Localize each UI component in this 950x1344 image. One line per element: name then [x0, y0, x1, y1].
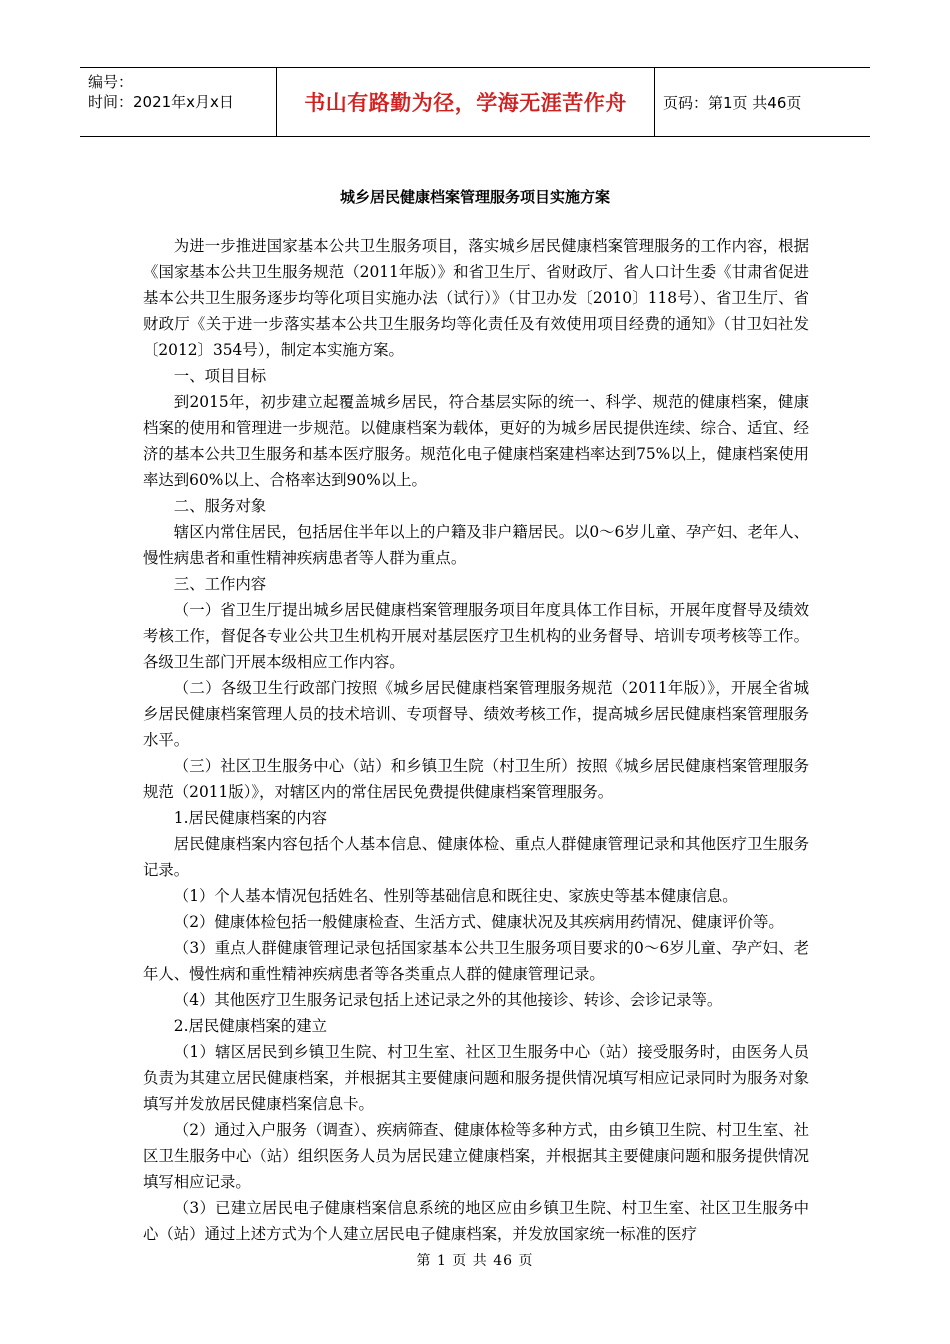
- header-page-info: 页码：第1页 共46页: [663, 93, 802, 112]
- document-title: 城乡居民健康档案管理服务项目实施方案: [339, 188, 610, 206]
- paragraph: 到2015年，初步建立起覆盖城乡居民，符合基层实际的统一、科学、规范的健康档案，健康档案的使用和管理进一步规范。以健康档案为载体，更好的为城乡居民提供连续、综合、适宜、经济的基本公共卫生服务和基本医疗服务。规范化电子健康档案建档率达到75%以上，健康档案使用率达到60%以上、合格率达到90%以上。: [143, 393, 809, 489]
- paragraph: （2）健康体检包括一般健康检查、生活方式、健康状况及其疾病用药情况、健康评价等。: [173, 913, 784, 931]
- paragraph: （1）个人基本情况包括姓名、性别等基础信息和既往史、家族史等基本健康信息。: [173, 887, 738, 905]
- time-label: 时间：2021年x月x日: [88, 93, 234, 111]
- paragraph: （一）省卫生厅提出城乡居民健康档案管理服务项目年度具体工作目标，开展年度督导及绩效考核工作，督促各专业公共卫生机构开展对基层医疗卫生机构的业务督导、培训专项考核等工作。各级卫生部门开展本级相应工作内容。: [143, 601, 809, 671]
- paragraph: （4）其他医疗卫生服务记录包括上述记录之外的其他接诊、转诊、会诊记录等。: [173, 991, 723, 1009]
- number-label: 编号：: [88, 73, 134, 91]
- paragraph: （1）辖区居民到乡镇卫生院、村卫生室、社区卫生服务中心（站）接受服务时，由医务人员负责为其建立居民健康档案，并根据其主要健康问题和服务提供情况填写相应记录同时为服务对象填写并发放居民健康档案信息卡。: [143, 1043, 809, 1113]
- section-heading: 二、服务对象: [173, 497, 267, 515]
- paragraph: （3）重点人群健康管理记录包括国家基本公共卫生服务项目要求的0～6岁儿童、孕产妇、老年人、慢性病和重性精神疾病患者等各类重点人群的健康管理记录。: [143, 939, 809, 983]
- header-meta: [80, 68, 277, 136]
- paragraph: （3）已建立居民电子健康档案信息系统的地区应由乡镇卫生院、村卫生室、社区卫生服务中心（站）通过上述方式为个人建立居民电子健康档案，并发放国家统一标准的医疗: [143, 1199, 809, 1243]
- paragraph: 辖区内常住居民，包括居住半年以上的户籍及非户籍居民。以0～6岁儿童、孕产妇、老年人、慢性病患者和重性精神疾病患者等人群为重点。: [143, 523, 810, 567]
- paragraph: （二）各级卫生行政部门按照《城乡居民健康档案管理服务规范（2011年版）》，开展全省城乡居民健康档案管理人员的技术培训、专项督导、绩效考核工作，提高城乡居民健康档案管理服务水平。: [143, 679, 809, 749]
- page-header: [80, 67, 870, 137]
- document-body: [143, 233, 809, 1247]
- header-motto: 书山有路勤为径，学海无涯苦作舟: [277, 68, 655, 136]
- paragraph: 居民健康档案内容包括个人基本信息、健康体检、重点人群健康管理记录和其他医疗卫生服务记录。: [143, 835, 809, 879]
- paragraph: （2）通过入户服务（调查）、疾病筛查、健康体检等多种方式，由乡镇卫生院、村卫生室、社区卫生服务中心（站）组织医务人员为居民建立健康档案，并根据其主要健康问题和服务提供情况填写相应记录。: [143, 1121, 809, 1191]
- paragraph: 为进一步推进国家基本公共卫生服务项目，落实城乡居民健康档案管理服务的工作内容，根据《国家基本公共卫生服务规范（2011年版）》和省卫生厅、省财政厅、省人口计生委《甘肃省促进基本公共卫生服务逐步均等化项目实施办法（试行）》（甘卫办发〔2010〕118号）、省卫生厅、省财政厅《关于进一步落实基本公共卫生服务均等化责任及有效使用项目经费的通知》（甘卫妇社发〔2012〕354号），制定本实施方案。: [143, 237, 809, 359]
- subsection-heading: 2.居民健康档案的建立: [173, 1017, 327, 1035]
- subsection-heading: 1.居民健康档案的内容: [173, 809, 327, 827]
- section-heading: 三、工作内容: [173, 575, 267, 593]
- paragraph: （三）社区卫生服务中心（站）和乡镇卫生院（村卫生所）按照《城乡居民健康档案管理服务规范（2011版）》，对辖区内的常住居民免费提供健康档案管理服务。: [143, 757, 809, 801]
- section-heading: 一、项目目标: [173, 367, 267, 385]
- page-footer: 第 1 页 共 46 页: [416, 1253, 534, 1269]
